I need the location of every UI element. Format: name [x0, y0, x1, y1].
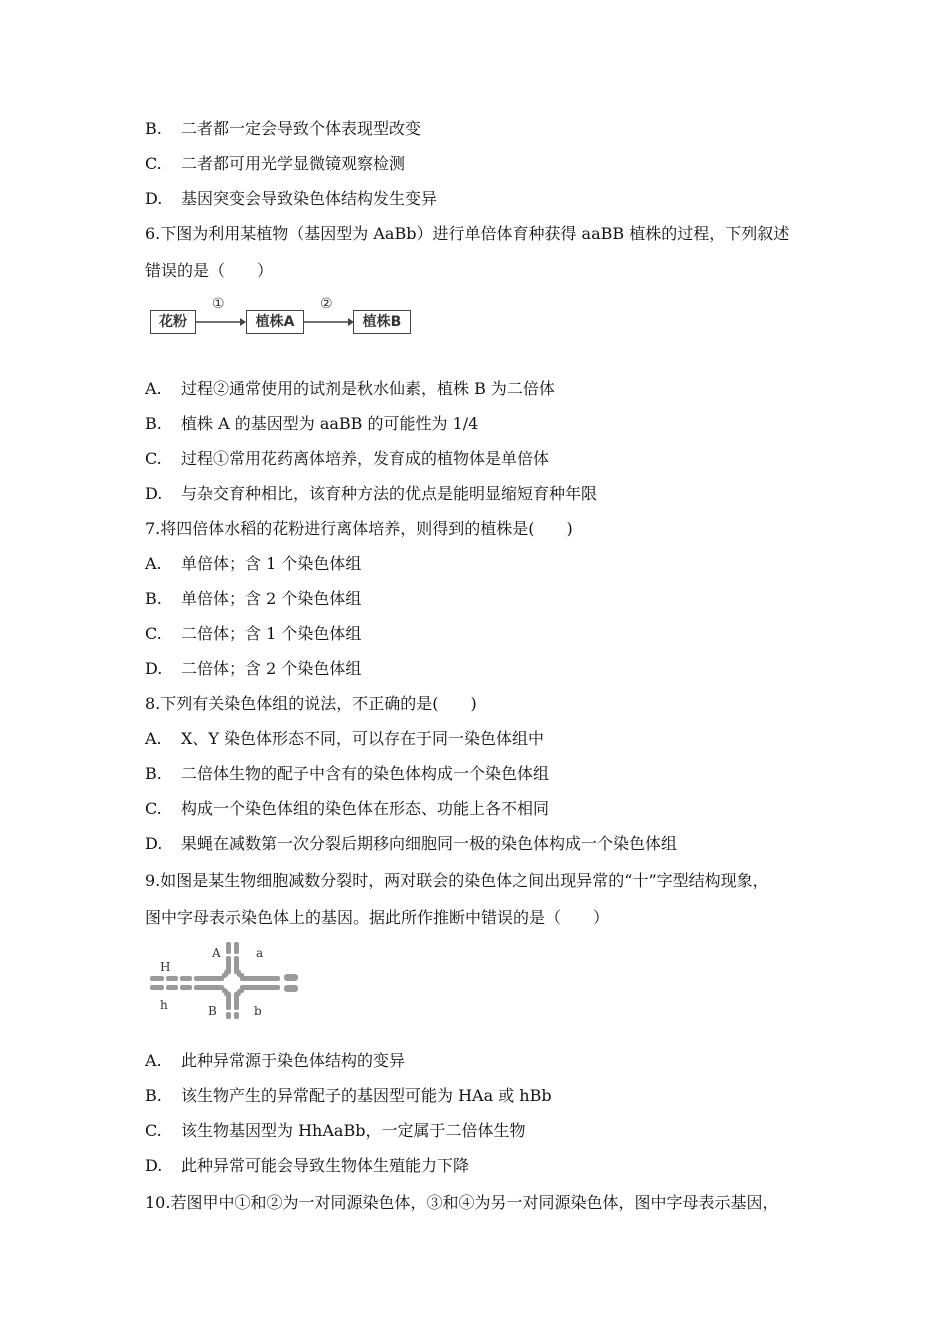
option-label: C.: [145, 799, 162, 818]
option-5-d: [145, 188, 437, 210]
chromosome-cross-icon: [148, 940, 308, 1020]
gene-label-h: h: [160, 998, 168, 1012]
option-text: 二倍体生物的配子中含有的染色体构成一个染色体组: [181, 764, 550, 783]
option-7-a: [145, 553, 361, 575]
breeding-flow-diagram: [150, 296, 450, 342]
option-text: 二者都一定会导致个体表现型改变: [181, 119, 422, 138]
question-text: 图中字母表示染色体上的基因。据此所作推断中错误的是（ ）: [145, 908, 610, 927]
option-text: X、Y 染色体形态不同，可以存在于同一染色体组中: [181, 729, 545, 748]
option-5-b: [145, 118, 421, 140]
option-7-c: [145, 623, 361, 645]
option-label: D.: [145, 1156, 163, 1175]
option-7-b: [145, 588, 361, 610]
option-9-b: [145, 1085, 552, 1107]
option-text: 过程①常用花药离体培养，发育成的植物体是单倍体: [181, 449, 550, 468]
option-text: 该生物产生的异常配子的基因型可能为 HAa 或 hBb: [181, 1086, 552, 1105]
question-text: 错误的是（ ）: [145, 261, 274, 280]
option-7-d: [145, 658, 361, 680]
option-text: 过程②通常使用的试剂是秋水仙素，植株 B 为二倍体: [181, 379, 555, 398]
flow-step-2: ②: [320, 296, 333, 312]
option-9-d: [145, 1155, 469, 1177]
option-text: 二倍体；含 2 个染色体组: [181, 659, 362, 678]
option-label: B.: [145, 764, 162, 783]
option-8-d: [145, 833, 677, 855]
gene-label-a: a: [256, 946, 264, 960]
option-9-c: [145, 1120, 525, 1142]
question-9-stem-cont: [145, 907, 609, 929]
flow-box-plant-b: 植株B: [353, 310, 411, 334]
question-text: 10.若图甲中①和②为一对同源染色体，③和④为另一对同源染色体，图中字母表示基因，: [145, 1193, 779, 1212]
option-label: D.: [145, 484, 163, 503]
option-8-b: [145, 763, 549, 785]
option-label: C.: [145, 1121, 162, 1140]
option-text: 单倍体；含 1 个染色体组: [181, 554, 362, 573]
question-9-stem: [145, 870, 769, 892]
option-text: 基因突变会导致染色体结构发生变异: [181, 189, 438, 208]
option-label: D.: [145, 834, 163, 853]
option-8-a: [145, 728, 544, 750]
option-text: 该生物基因型为 HhAaBb，一定属于二倍体生物: [181, 1121, 526, 1140]
option-label: D.: [145, 659, 163, 678]
option-text: 与杂交育种相比，该育种方法的优点是能明显缩短育种年限: [181, 484, 598, 503]
gene-label-b: b: [254, 1004, 262, 1018]
option-8-c: [145, 798, 549, 820]
option-6-a: [145, 378, 555, 400]
option-text: 二倍体；含 1 个染色体组: [181, 624, 362, 643]
option-label: D.: [145, 189, 163, 208]
option-label: C.: [145, 449, 162, 468]
option-5-c: [145, 153, 405, 175]
gene-label-A: A: [212, 946, 221, 960]
question-10-stem: [145, 1192, 778, 1214]
option-text: 此种异常源于染色体结构的变异: [181, 1051, 406, 1070]
arrow-right-icon: [196, 314, 246, 330]
option-label: C.: [145, 624, 162, 643]
option-label: A.: [145, 379, 162, 398]
option-label: B.: [145, 1086, 162, 1105]
question-text: 6.下图为利用某植物（基因型为 AaBb）进行单倍体育种获得 aaBB 植株的过程，下列叙述: [145, 224, 790, 243]
question-8-stem: [145, 693, 477, 715]
option-label: B.: [145, 119, 162, 138]
option-text: 果蝇在减数第一次分裂后期移向细胞同一极的染色体构成一个染色体组: [181, 834, 678, 853]
gene-label-B: B: [208, 1004, 217, 1018]
option-6-b: [145, 413, 478, 435]
option-label: C.: [145, 154, 162, 173]
option-label: A.: [145, 1051, 162, 1070]
flow-box-pollen: 花粉: [150, 310, 196, 334]
option-text: 单倍体；含 2 个染色体组: [181, 589, 362, 608]
arrow-right-icon: [304, 314, 354, 330]
chromosome-cross-figure: [148, 940, 308, 1020]
gene-label-H: H: [160, 960, 171, 974]
option-text: 二者都可用光学显微镜观察检测: [181, 154, 406, 173]
question-text: 9.如图是某生物细胞减数分裂时，两对联会的染色体之间出现异常的“十”字型结构现象，: [145, 871, 769, 890]
option-label: B.: [145, 589, 162, 608]
option-6-c: [145, 448, 549, 470]
option-text: 构成一个染色体组的染色体在形态、功能上各不相同: [181, 799, 550, 818]
option-9-a: [145, 1050, 405, 1072]
question-6-stem-cont: [145, 260, 273, 282]
option-label: A.: [145, 729, 162, 748]
option-label: A.: [145, 554, 162, 573]
option-text: 植株 A 的基因型为 aaBB 的可能性为 1/4: [181, 414, 479, 433]
option-text: 此种异常可能会导致生物体生殖能力下降: [181, 1156, 470, 1175]
question-7-stem: [145, 518, 573, 540]
question-6-stem: [145, 223, 789, 245]
option-6-d: [145, 483, 597, 505]
flow-box-plant-a: 植株A: [246, 310, 304, 334]
option-label: B.: [145, 414, 162, 433]
flow-step-1: ①: [212, 296, 225, 312]
question-text: 8.下列有关染色体组的说法，不正确的是( ): [145, 694, 477, 713]
question-text: 7.将四倍体水稻的花粉进行离体培养，则得到的植株是( ): [145, 519, 573, 538]
